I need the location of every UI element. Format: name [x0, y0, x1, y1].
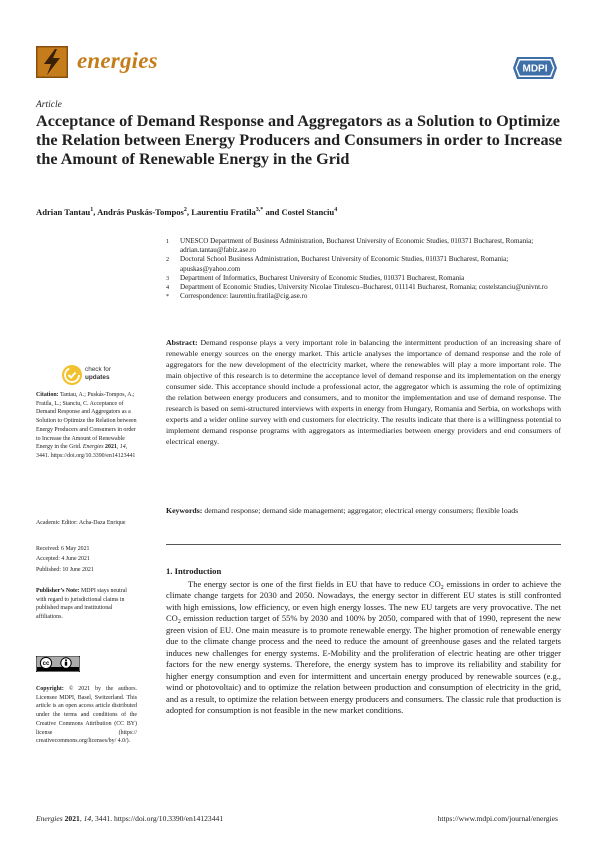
abstract-label: Abstract: [166, 338, 198, 347]
cc-text: cc [42, 661, 50, 668]
copyright-notice: Copyright: © 2021 by the authors. Licensee MDPI, Basel, Switzerland. This article is an open access article distributed under the terms and conditions of the Creative Commons Attribution (CC BY) license (https:// creativecommons.org/licenses/by/ 4.0/). [36, 686, 137, 745]
abstract [166, 338, 561, 448]
publication-dates [36, 544, 137, 575]
journal-url-link[interactable]: https://www.mdpi.com/journal/energies [437, 814, 558, 823]
publisher-note: Publisher’s Note: MDPI stays neutral with regard to jurisdictional claims in published maps and institutional affiliations. [36, 588, 127, 621]
affiliation-item: 1 UNESCO Department of Business Administration, Bucharest University of Economic Studies, 010371 Bucharest, Romania; adrian.tantau@fabiz.ase.ro [166, 237, 534, 255]
check-updates-icon [61, 364, 83, 386]
author-name: Laurentiu Fratila [191, 207, 256, 217]
accepted-date: Accepted: 4 June 2021 [36, 556, 90, 563]
paper-title: Acceptance of Demand Response and Aggregators as a Solution to Optimize the Relation between Energy Producers and Consumers in order to Increase the Amount of Renewable Energy in the Grid [36, 112, 563, 168]
published-date: Published: 10 June 2021 [36, 566, 94, 573]
citation: Citation: Tantau, A.; Puskás-Tompos, A.; Fratila, L.; Stanciu, C. Acceptance of Demand Response and Aggregators as a Solution to Optimize the Relation between Energy Producers and Consumers in order to Increase the Amount of Renewable Energy in the Grid. Energies 2021, 14, 3441. https://doi.org/10.3390/en14123441 [36, 392, 137, 459]
academic-editor: Academic Editor: Acha-Daza Enrique [36, 520, 126, 526]
author-name: Adrian Tantau [36, 207, 91, 217]
check-for-updates-button[interactable] [61, 364, 141, 386]
correspondence: * Correspondence: laurentiu.fratila@cig.ase.ro [166, 292, 308, 301]
keywords-label: Keywords: [166, 506, 203, 515]
check-updates-label: updates [85, 373, 110, 381]
article-type: Article [36, 100, 62, 110]
journal-logo-icon [36, 46, 68, 78]
author-list: Adrian Tantau$^1$, András Puskás-Tompos$^2$, Laurentiu Fratila$^{3,*}$ and Costel Stanciu$^4$ [36, 207, 338, 217]
mdpi-logo [513, 57, 557, 79]
author-affiliation-mark: 2 [183, 207, 187, 214]
affiliations [166, 237, 566, 301]
section-heading: 1. Introduction [166, 566, 222, 576]
mdpi-logo-text: MDPI [522, 63, 548, 75]
footer-citation: Energies 2021, 14, 3441. https://doi.org/10.3390/en14123441 [36, 814, 224, 823]
intro-paragraph: The energy sector is one of the first fields in EU that have to reduce $CO_2$ emissions in order to achieve the climate change targets for 2030 and 2050. Nowadays, the energy sector in different EU states is still confronted with high emissions, low efficiency, or even high energy losses. The new EU targets are very provocative. The net $CO_2$ emission reduction target of 55% by 2030 and 100% by 2050, compared with that of 1990, represent the new green vision of EU. One main measure is to promote renewable energy. The higher promotion of renewable energy due to the climate change process and the need to reduce the amount of greenhouse gases and the related targets induces new challenges for energy systems. E-Mobility and the proliferation of electric heating are other trigger factors for the new energy systems. Therefore, the energy system has to improve its reliability and stability for higher energy consumption and even for intermittent and uncertain energy produced by renewable sources (e.g., wind or photovoltaic) and to optimize the relation between production and consumption of electricity in the grid, and as a result, to optimize the relation between energy producers and consumers. The classic rule that production is adopted for consumption is not feasible in the new market conditions. [166, 579, 561, 715]
affiliation-item: 4 Department of Economic Studies, University Nicolae Titulescu–Bucharest, 011141 Bucharest, Romania; costelstanciu@univnt.ro [166, 283, 548, 292]
author-name: András Puskás-Tompos [97, 207, 184, 217]
cc-by-license-icon[interactable] [36, 656, 80, 672]
section-divider [166, 544, 561, 545]
abstract-text: Demand response plays a very important role in balancing the intermittent production of an increasing share of renewable energy sources on the energy market. This article analyses the importance of demand response and the role of aggregators for the new development of the electricity market, where the renewables will play a more important role. The main objective of this research is to determine the acceptance level of demand response and its implementation on the energy consumer side. This acceptance should include a professional actor, the aggregator which is assuming the role of optimizing the relation between energy producers and consumers, and to monitor the implementation and use of demand response. The research is based on semi-structured interviews with experts in energy from Hungary, Romania and Serbia, on workshops with experts and a wider online survey with end customers for electricity. The results indicate that there is a willingness potential to implement demand response programs with aggregators as intermediaries between energy providers and end consumers of electrical energy. [166, 338, 561, 446]
author-affiliation-mark: 3,* [255, 207, 264, 214]
affiliation-item: 2 Doctoral School Business Administration, Bucharest University of Economic Studies, 010371 Bucharest, Romania; apuskas@yahoo.com [166, 255, 509, 273]
author-affiliation-mark: 1 [90, 207, 94, 214]
journal-name: energies [77, 48, 158, 73]
keywords [166, 506, 561, 517]
check-updates-label: check for [85, 366, 111, 373]
received-date: Received: 6 May 2021 [36, 546, 90, 552]
keywords-text: demand response; demand side management; aggregator; electrical energy consumers; flexible loads [204, 506, 519, 515]
author-affiliation-mark: 4 [334, 207, 338, 214]
author-name: Costel Stanciu [281, 207, 335, 217]
affiliation-item: 3 Department of Informatics, Bucharest University of Economic Studies, 010371 Bucharest, Romania [166, 273, 465, 282]
